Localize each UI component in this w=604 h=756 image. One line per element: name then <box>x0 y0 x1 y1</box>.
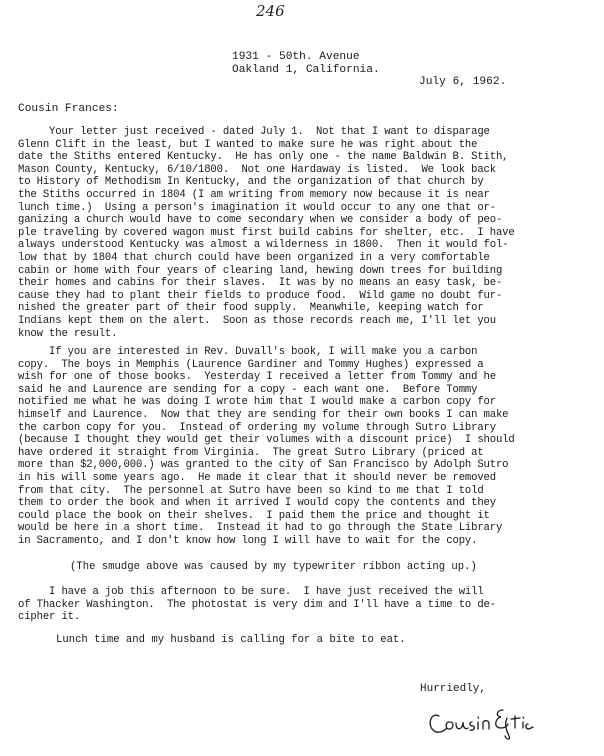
text-line: said he and Laurence are sending for a copy - each want one. Before Tommy <box>18 383 478 396</box>
address-line-1: 1931 - 50th. Avenue <box>232 51 360 63</box>
signature <box>425 702 535 742</box>
text-line: If you are interested in Rev. Duvall's book, I will make you a carbon <box>18 346 478 358</box>
page-number: 246 <box>256 2 285 20</box>
closing: Hurriedly, <box>420 683 487 695</box>
text-line: would be here in a short time. Instead it had to go through the State Library <box>18 522 503 535</box>
text-line: know the result. <box>18 327 118 340</box>
text-line: Mason County, Kentucky, 6/10/1800. Not one Hardaway is listed. We look back <box>18 163 496 176</box>
sender-address <box>232 51 380 76</box>
paragraph-2 <box>18 346 604 548</box>
text-line: in his will some years ago. He made it clear that it should never be removed <box>18 471 496 484</box>
text-line: always understood Kentucky was almost a wilderness in 1800. Then it would fol- <box>18 239 509 252</box>
paragraph-3 <box>18 586 604 624</box>
text-line: cabin or home with four years of clearing land, hewing down trees for building <box>18 264 503 277</box>
text-line: himself and Laurence. Now that they are sending for their own books I can make <box>18 408 509 421</box>
text-line: I have a job this afternoon to be sure. I have just received the will <box>18 586 484 598</box>
smudge-note: (The smudge above was caused by my typewriter ribbon acting up.) <box>70 561 477 573</box>
letter-date: July 6, 1962. <box>419 76 507 88</box>
text-line: of Thacker Washington. The photostat is very dim and I'll have a time to de- <box>18 598 496 611</box>
text-line: ple traveling by covered wagon must first build cabins for shelter, etc. I have <box>18 226 515 239</box>
text-line: them to order the book and when it arrived I would copy the contents and they <box>18 497 496 510</box>
address-line-2: Oakland 1, California. <box>232 63 380 76</box>
text-line: (because I thought they would get their volumes with a discount price) I should <box>18 434 515 447</box>
text-line: have ordered it straight from Virginia. The great Sutro Library (priced at <box>18 446 484 459</box>
text-line: copy. The boys in Memphis (Laurence Gardiner and Tommy Hughes) expressed a <box>18 358 484 371</box>
salutation: Cousin Frances: <box>18 103 119 115</box>
text-line: lunch time.) Using a person's imagination it would occur to any one that or- <box>18 201 496 214</box>
text-line: cipher it. <box>18 611 81 624</box>
text-line: the Stiths occurred in 1804 (I am writing from memory now because it is near <box>18 188 490 201</box>
text-line: in Sacramento, and I don't know how long I will have to wait for the copy. <box>18 534 478 547</box>
text-line: nished the greater part of their food supply. Meanwhile, keeping watch for <box>18 302 484 315</box>
text-line: date the Stiths entered Kentucky. He has only one - the name Baldwin B. Stith, <box>18 151 509 164</box>
text-line: low that by 1804 that church could have been organized in a very comfortable <box>18 251 490 264</box>
text-line: the carbon copy for you. Instead of ordering my volume through Sutro Library <box>18 421 496 434</box>
text-line: Your letter just received - dated July 1. Not that I want to disparage <box>18 126 490 138</box>
text-line: cause they had to plant their fields to produce food. Wild game no doubt fur- <box>18 289 503 302</box>
text-line: notified me what he was doing I wrote him that I would make a carbon copy for <box>18 396 496 409</box>
text-line: wish for one of those books. Yesterday I received a letter from Tommy and he <box>18 371 496 384</box>
paragraph-1 <box>18 126 604 340</box>
text-line: their homes and cabins for their slaves. It was by no means an easy task, be- <box>18 277 503 290</box>
text-line: Glenn Clift in the least, but I wanted to make sure he was right about the <box>18 138 478 151</box>
text-line: Indians kept them on the alert. Soon as those records reach me, I'll let you <box>18 314 496 327</box>
text-line: more than $2,000,000.) was granted to the city of San Francisco by Adolph Sutro <box>18 459 509 472</box>
text-line: from that city. The personnel at Sutro have been so kind to me that I told <box>18 484 484 497</box>
text-line: could place the book on their shelves. I paid them the price and thought it <box>18 509 490 522</box>
lunch-line: Lunch time and my husband is calling for a bite to eat. <box>56 634 406 646</box>
text-line: to History of Methodism In Kentucky, and the organization of that church by <box>18 176 484 189</box>
text-line: ganizing a church would have to come secondary when we consider a body of peo- <box>18 214 503 227</box>
